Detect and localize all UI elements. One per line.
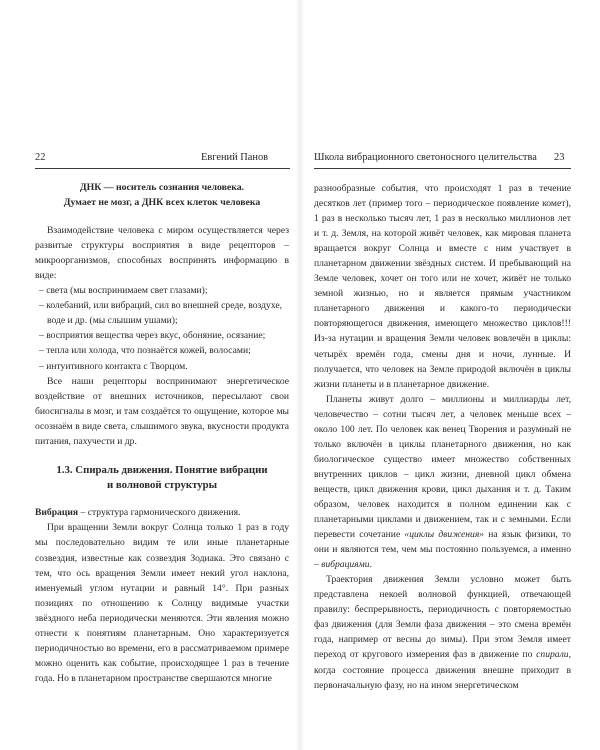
intro-paragraph: Взаимодействие человека с миром осуществляется через развитые структуры восприятия в виде рецепторов – микроорганизмов, способных воспринять информацию в виде: — [35, 225, 289, 282]
list-item: – колебаний, или вибраций, сил во внешней среде, воздухе, воде и др. (мы слышим ушами); — [39, 300, 283, 327]
section-heading-line-1: 1.3. Спираль движения. Понятие вибрации — [56, 463, 268, 476]
list-item: – тепла или холода, что познаётся кожей, волосами; — [39, 345, 251, 357]
page-number-right: 23 — [554, 152, 565, 163]
list-item: – восприятия вещества через вкус, обоняние, осязание; — [39, 330, 266, 342]
planets-paragraph: Планеты живут долго – миллионы и миллиарды лет, человечество – сотни тысяч лет, а человек меньше всех – около 100 лет. По человек как венец Творения и разумный не только включён в циклы планетарного движения, но как биологическое существо имеет множество собственных внутренних циклов – цикл жизни, дневной цикл обмена веществ, цикл движения крови, цикл дыхания и т. д. Таким образом, человек находится в полном единении как с планетарными циклами и движением, так и с земными. Если перевести сочетание «циклы движения» на язык физики, то они и являются тем, чем мы постоянно пользуемся, а именно – вибрациями. — [314, 393, 571, 571]
right-text-column — [314, 181, 571, 693]
header-rule-right — [314, 168, 571, 169]
running-head-author: Евгений Панов — [201, 152, 269, 163]
list-item: – интуитивного контакта с Творцом. — [39, 360, 188, 372]
zodiac-paragraph: При вращении Земли вокруг Солнца только 1 раз в году мы последовательно видим те или иные планетарные созвездия, известные как созвездия Зодиака. Это связано с тем, что ось вращения Земли имеет некий угол наклона, именуемый углом нутации и равный 14°. При разных позициях по отношению к Солнцу видимые участки звёздного неба периодически меняются. Эти явления можно отнести к понятиям планетарным. Оно характеризуется периодичностью во времени, его в рассматриваемом примере можно оценить как событие, происходящее 1 раз в течение года. Но в планетарном пространстве свершаются многие — [35, 522, 289, 684]
right-page — [300, 0, 600, 750]
chapter-title-line-2: Думает не мозг, а ДНК всех клеток человека — [63, 197, 261, 209]
left-text-column — [35, 180, 289, 686]
section-heading-line-2: и волновой структуры — [106, 479, 218, 492]
trajectory-paragraph: Траектория движения Земли условно может быть представлена некоей волновой функцией, отвечающей правилу: беспрерывность, периодичность с повторяемостью фаз движения (для Земли фаза движения – это смена времён года, например от весны до зимы). При этом Земля имеет переход от кругового измерения фаз в движение по спирали, когда состояние процесса движения внешне приходит в первоначальную фазу, но на ином энергетическом — [314, 574, 571, 691]
definition-paragraph: Вибрация – структура гармонического движения. — [35, 507, 241, 519]
receptors-paragraph: Все наши рецепторы воспринимают энергетическое воздействие от внешних источников, пересылают свои биосигналы в мозг, и там создаётся то ощущение, которое мы осознаём в виде света, слышимого звука, вкусности продукта питания, пахучести и др. — [35, 375, 289, 447]
running-head-school: Школа вибрационного светоносного целительства — [314, 152, 537, 163]
page-number-left: 22 — [35, 152, 46, 163]
cycles-paragraph: разнообразные события, что происходят 1 раз в течение десятков лет (пример того – периодическое появление комет), 1 раз в несколько тысяч лет, 1 раз в несколько миллионов лет и т. д. Земля, на которой живёт человек, как мировая планета вращается вокруг Солнца и вместе с ним участвует в планетарном движении звёздных систем. И пребывающий на Земле человек, хочет он того или не хочет, живёт не только земной жизнью, но и является прямым участником планетарного движения и какого-то периодически повторяющегося движения, имеющего множество циклов!!! Из-за нутации и вращения Земли человек вовлечён в циклы: четырёх времён года, смены дня и ночи, лунные. И получается, что человек на Земле природой включён в циклы жизни планеты и в планетарное движение. — [314, 183, 571, 390]
header-rule-left — [35, 168, 290, 169]
definition-term: Вибрация — [35, 507, 79, 519]
chapter-title-line-1: ДНК — носитель сознания человека. — [79, 182, 245, 193]
list-item: – света (мы воспринимаем свет глазами); — [39, 285, 208, 297]
